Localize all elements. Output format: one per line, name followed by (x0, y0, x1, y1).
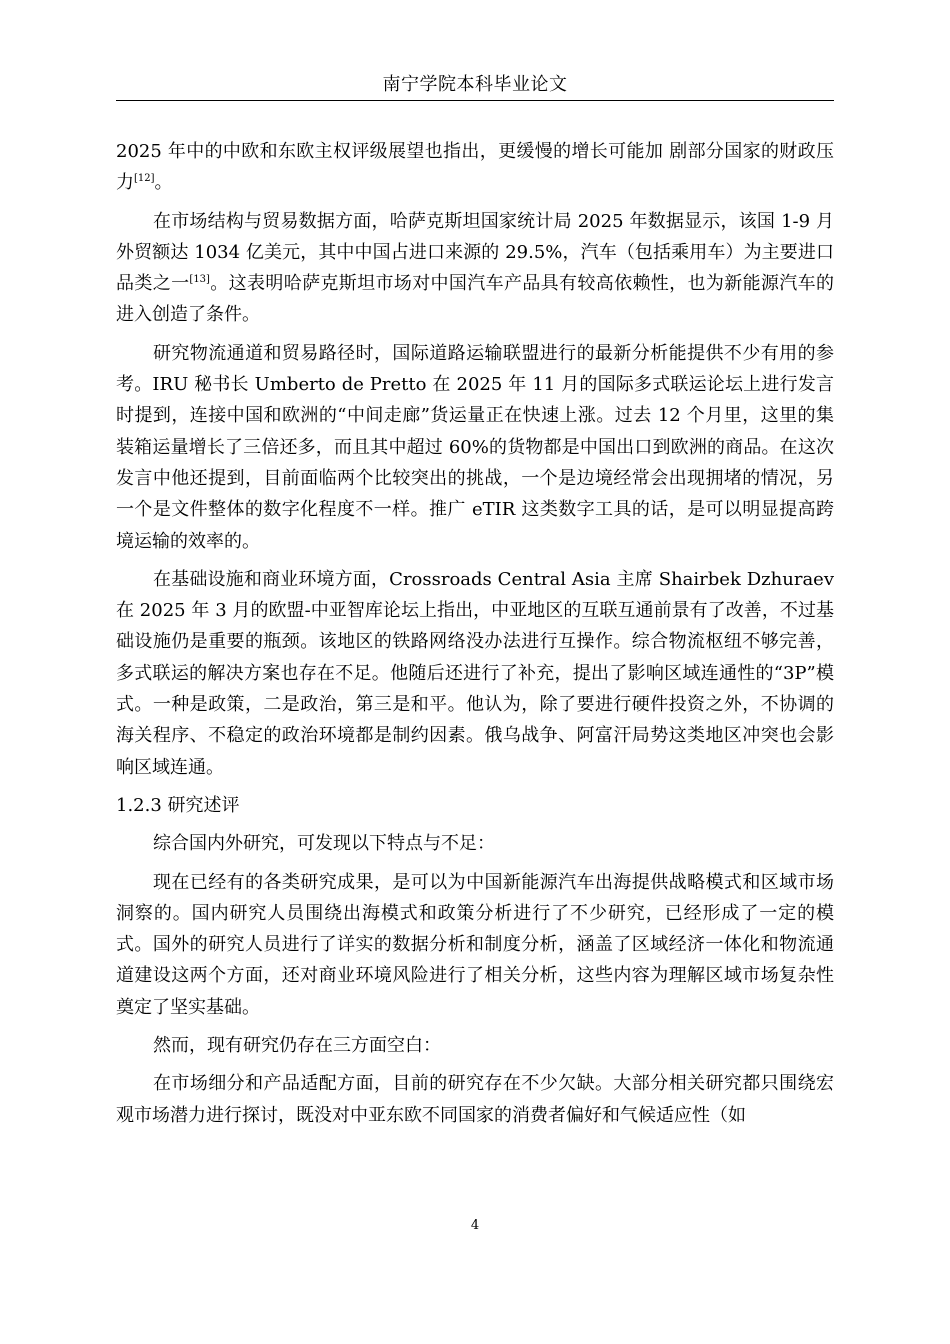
citation: [12] (134, 173, 155, 185)
header-rule (116, 100, 834, 101)
paragraph-text: 2025 年中的中欧和东欧主权评级展望也指出，更缓慢的增长可能加 剧部分国家的财政压力 (116, 141, 834, 194)
paragraph-review-market: 在市场细分和产品适配方面，目前的研究存在不少欠缺。大部分相关研究都只围绕宏观市场潜力进行探讨，既没对中亚东欧不同国家的消费者偏好和气候适应性（如 (116, 1073, 834, 1126)
paragraph-review-gaps: 然而，现有研究仍存在三方面空白： (153, 1035, 441, 1057)
paragraph-infrastructure: 在基础设施和商业环境方面，Crossroads Central Asia 主席 Shairbek Dzhuraev 在 2025 年 3 月的欧盟-中亚智库论坛上指出，中亚地区的互联互通前景有了改善，不过基础设施仍是重要的瓶颈。该地区的铁路网络没办法进行互操作。综合物流枢纽不够完善，多式联运的解决方案也存在不足。他随后还进行了补充，提出了影响区域连通性的“3P”模式。一种是政策，二是政治，第三是和平。他认为，除了要进行硬件投资之外，不协调的海关程序、不稳定的政治环境都是制约因素。俄乌战争、阿富汗局势这类地区冲突也会影响区域连通。 (116, 568, 834, 778)
paragraph-market-structure (116, 206, 834, 331)
paragraph-review-intro: 综合国内外研究，可发现以下特点与不足： (153, 833, 495, 855)
body-text (116, 136, 834, 1131)
paragraph-review-findings: 现在已经有的各类研究成果，是可以为中国新能源汽车出海提供战略模式和区域市场洞察的。国内研究人员围绕出海模式和政策分析进行了不少研究，已经形成了一定的模式。国外的研究人员进行了详实的数据分析和制度分析，涵盖了区域经济一体化和物流通道建设这两个方面，还对商业环境风险进行了相关分析，这些内容为理解区域市场复杂性奠定了坚实基础。 (116, 871, 834, 1018)
running-header: 南宁学院本科毕业论文 (382, 74, 568, 95)
paragraph-text: 。 (154, 172, 173, 194)
page-number: 4 (470, 1218, 480, 1233)
section-heading: 1.2.3 研究述评 (116, 794, 240, 816)
paragraph-text: 。这表明哈萨克斯坦市场对中国汽车产品具有较高依赖性，也为新能源汽车的进入创造了条件。 (116, 273, 835, 326)
citation: [13] (189, 274, 210, 286)
paragraph-logistics: 研究物流通道和贸易路径时，国际道路运输联盟进行的最新分析能提供不少有用的参考。IRU 秘书长 Umberto de Pretto 在 2025 年 11 月的国际多式联运论坛上进行发言时提到，连接中国和欧洲的“中间走廊”货运量正在快速上涨。过去 12 个月里，这里的集装箱运量增长了三倍还多，而且其中超过 60%的货物都是中国出口到欧洲的商品。在这次发言中他还提到，目前面临两个比较突出的挑战，一个是边境经常会出现拥堵的情况，另一个是文件整体的数字化程度不一样。推广 eTIR 这类数字工具的话，是可以明显提高跨境运输的效率的。 (116, 342, 834, 552)
paragraph-continuation (116, 136, 834, 199)
paragraph-text: 在市场结构与贸易数据方面，哈萨克斯坦国家统计局 2025 年数据显示，该国 1-9 月外贸额达 1034 亿美元，其中中国占进口来源的 29.5%，汽车（包括乘用车）为主要进口品类之一 (116, 210, 834, 295)
